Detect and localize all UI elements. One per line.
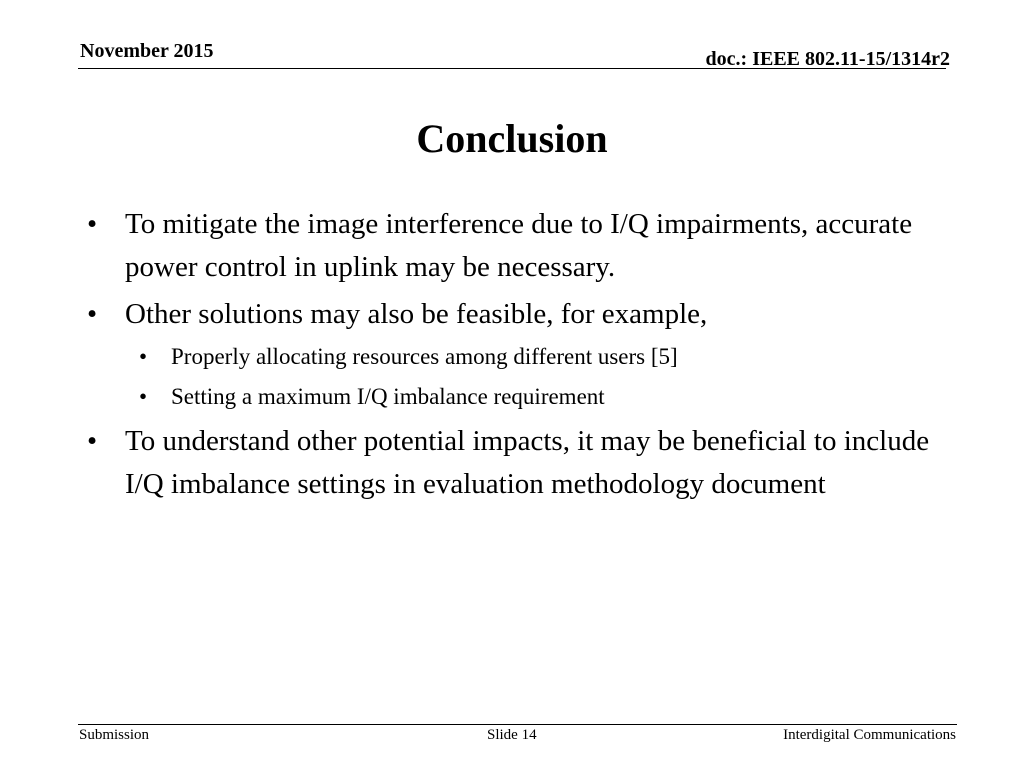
slide-title: Conclusion bbox=[416, 116, 608, 161]
footer-slide-number: Slide 14 bbox=[487, 727, 537, 743]
footer-divider bbox=[78, 724, 957, 725]
sub-bullet-icon: • bbox=[139, 384, 148, 409]
footer-submission: Submission bbox=[79, 727, 150, 743]
header-date: November 2015 bbox=[80, 40, 214, 62]
footer-organization: Interdigital Communications bbox=[783, 727, 956, 743]
sub-bullet-text: Setting a maximum I/Q imbalance requirement bbox=[171, 384, 605, 409]
bullet-icon: • bbox=[87, 298, 98, 330]
bullet-item bbox=[84, 203, 964, 289]
bullet-icon: • bbox=[87, 208, 98, 240]
bullet-item bbox=[84, 293, 964, 336]
bullet-icon: • bbox=[87, 425, 98, 457]
sub-bullet-item bbox=[84, 380, 964, 414]
bullet-text: To understand other potential impacts, it may be beneficial to include I/Q imbalance settings in evaluation methodology document bbox=[125, 425, 930, 500]
slide-body bbox=[84, 203, 964, 510]
header-doc-id: doc.: IEEE 802.11-15/1314r2 bbox=[705, 48, 950, 70]
header-divider bbox=[78, 68, 946, 69]
bullet-text: To mitigate the image interference due to I/Q impairments, accurate power control in uplink may be necessary. bbox=[125, 208, 913, 283]
sub-bullet-item bbox=[84, 340, 964, 374]
sub-bullet-icon: • bbox=[139, 344, 148, 369]
sub-bullet-text: Properly allocating resources among different users [5] bbox=[171, 344, 678, 369]
bullet-text: Other solutions may also be feasible, for example, bbox=[125, 298, 708, 330]
bullet-item bbox=[84, 420, 964, 506]
